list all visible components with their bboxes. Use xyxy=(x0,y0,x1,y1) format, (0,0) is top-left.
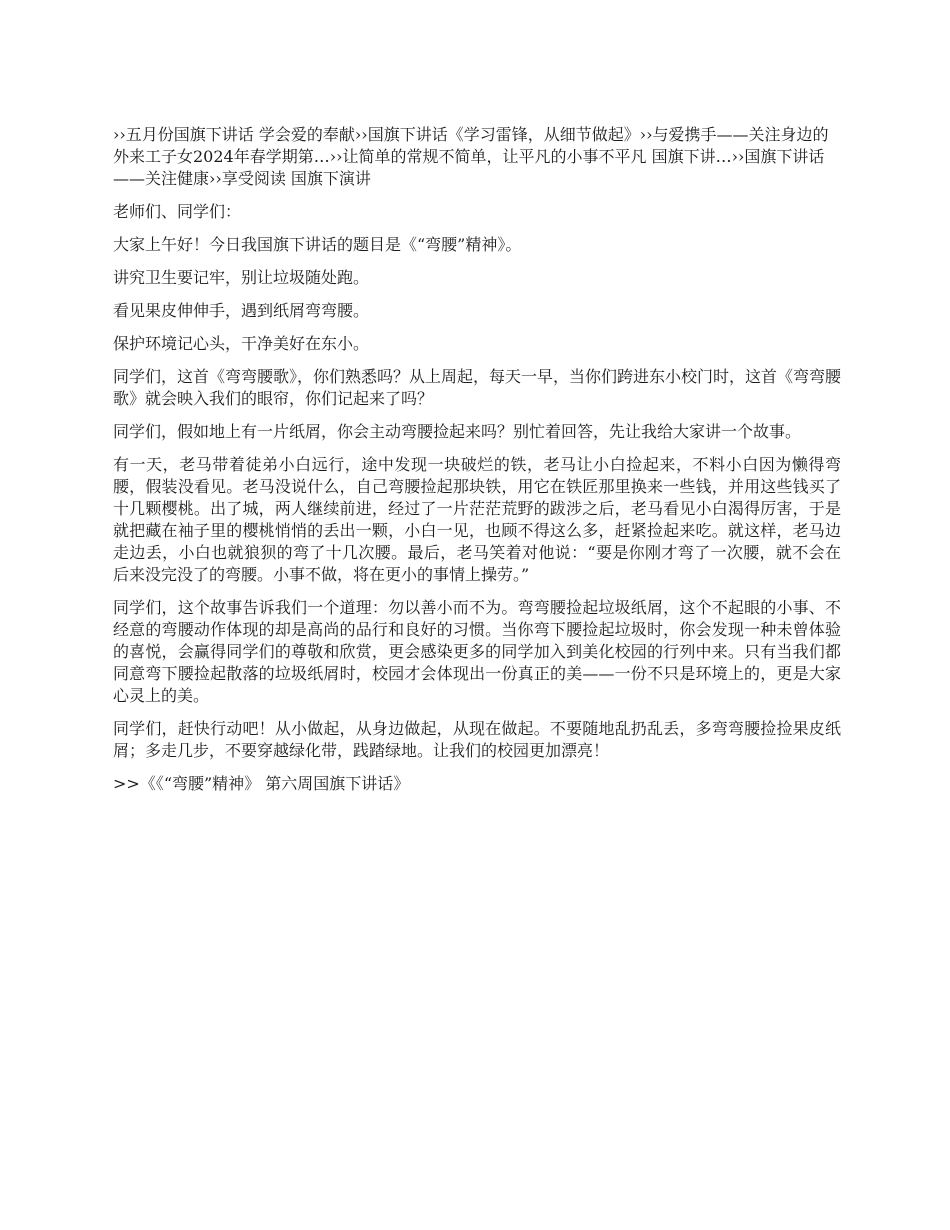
related-link-migrant-children[interactable]: 与爱携手——关注身边的外来工子女2024年春学期第… xyxy=(113,125,829,166)
article xyxy=(113,124,841,806)
related-link-leifeng[interactable]: 国旗下讲话《学习雷锋，从细节做起》 xyxy=(367,125,640,144)
link-separator: ›› xyxy=(639,125,653,144)
closing-paragraph: 同学们，赶快行动吧！从小做起，从身边做起，从现在做起。不要随地乱扔乱丢，多弯弯腰捡捡果皮纸屑；多走几步，不要穿越绿化带，践踏绿地。让我们的校园更加漂亮！ xyxy=(113,719,841,760)
related-link-simple-routine[interactable]: 让简单的常规不简单，让平凡的小事不平凡 国旗下讲… xyxy=(342,147,732,166)
greeting: 老师们、同学们： xyxy=(113,202,242,221)
link-separator: ›› xyxy=(113,125,126,144)
poem-line: 讲究卫生要记牢，别让垃圾随处跑。 xyxy=(113,268,370,287)
story-paragraph: 有一天，老马带着徒弟小白远行，途中发现一块破烂的铁，老马让小白捡起来，不料小白因为懒得弯腰，假装没看见。老马没说什么，自己弯腰捡起那块铁，用它在铁匠那里换来一些钱，并用这些钱买了十几颗樱桃。出了城，两人继续前进，经过了一片茫茫荒野的跋涉之后，老马看见小白渴得厉害，于是就把藏在袖子里的樱桃悄悄的丢出一颗，小白一见，也顾不得这么多，赶紧捡起来吃。就这样，老马边走边丢，小白也就狼狈的弯了十几次腰。最后，老马笑着对他说：“要是你刚才弯了一次腰，就不会在后来没完没了的弯腰。小事不做，将在更小的事情上操劳。” xyxy=(113,455,841,584)
link-separator: ›› xyxy=(731,147,745,166)
footer-link-row xyxy=(113,773,841,795)
footer-article-link[interactable]: 《《“弯腰”精神》 第六周国旗下讲话》 xyxy=(139,774,410,793)
poem-line: 看见果皮伸伸手，遇到纸屑弯弯腰。 xyxy=(113,301,370,320)
related-link-reading[interactable]: 享受阅读 国旗下演讲 xyxy=(221,169,371,188)
body-paragraph: 同学们，假如地上有一片纸屑，你会主动弯腰捡起来吗？别忙着回答，先让我给大家讲一个故事。 xyxy=(113,422,802,441)
speech-title-line: 大家上午好！今日我国旗下讲话的题目是《“弯腰”精神》。 xyxy=(113,235,522,254)
link-separator: ›› xyxy=(354,125,368,144)
footer-prefix: >> xyxy=(113,774,140,793)
related-link-may-speech[interactable]: 五月份国旗下讲话 学会爱的奉献 xyxy=(125,125,355,144)
related-link-health[interactable]: 国旗下讲话——关注健康 xyxy=(113,147,825,188)
body-paragraph: 同学们，这个故事告诉我们一个道理：勿以善小而不为。弯弯腰捡起垃圾纸屑，这个不起眼的小事、不经意的弯腰动作体现的却是高尚的品行和良好的习惯。当你弯下腰捡起垃圾时，你会发现一种未曾体验的喜悦，会赢得同学们的尊敬和欣赏，更会感染更多的同学加入到美化校园的行列中来。只有当我们都同意弯下腰捡起散落的垃圾纸屑时，校园才会体现出一份真正的美——一份不只是环境上的，更是大家心灵上的美。 xyxy=(113,598,841,705)
body-paragraph: 同学们，这首《弯弯腰歌》，你们熟悉吗？从上周起，每天一早，当你们跨进东小校门时，这首《弯弯腰歌》就会映入我们的眼帘，你们记起来了吗？ xyxy=(113,367,842,408)
poem-line: 保护环境记心头，干净美好在东小。 xyxy=(113,334,370,353)
link-separator: ›› xyxy=(329,147,343,166)
link-separator: ›› xyxy=(209,169,222,188)
related-links xyxy=(113,124,841,190)
